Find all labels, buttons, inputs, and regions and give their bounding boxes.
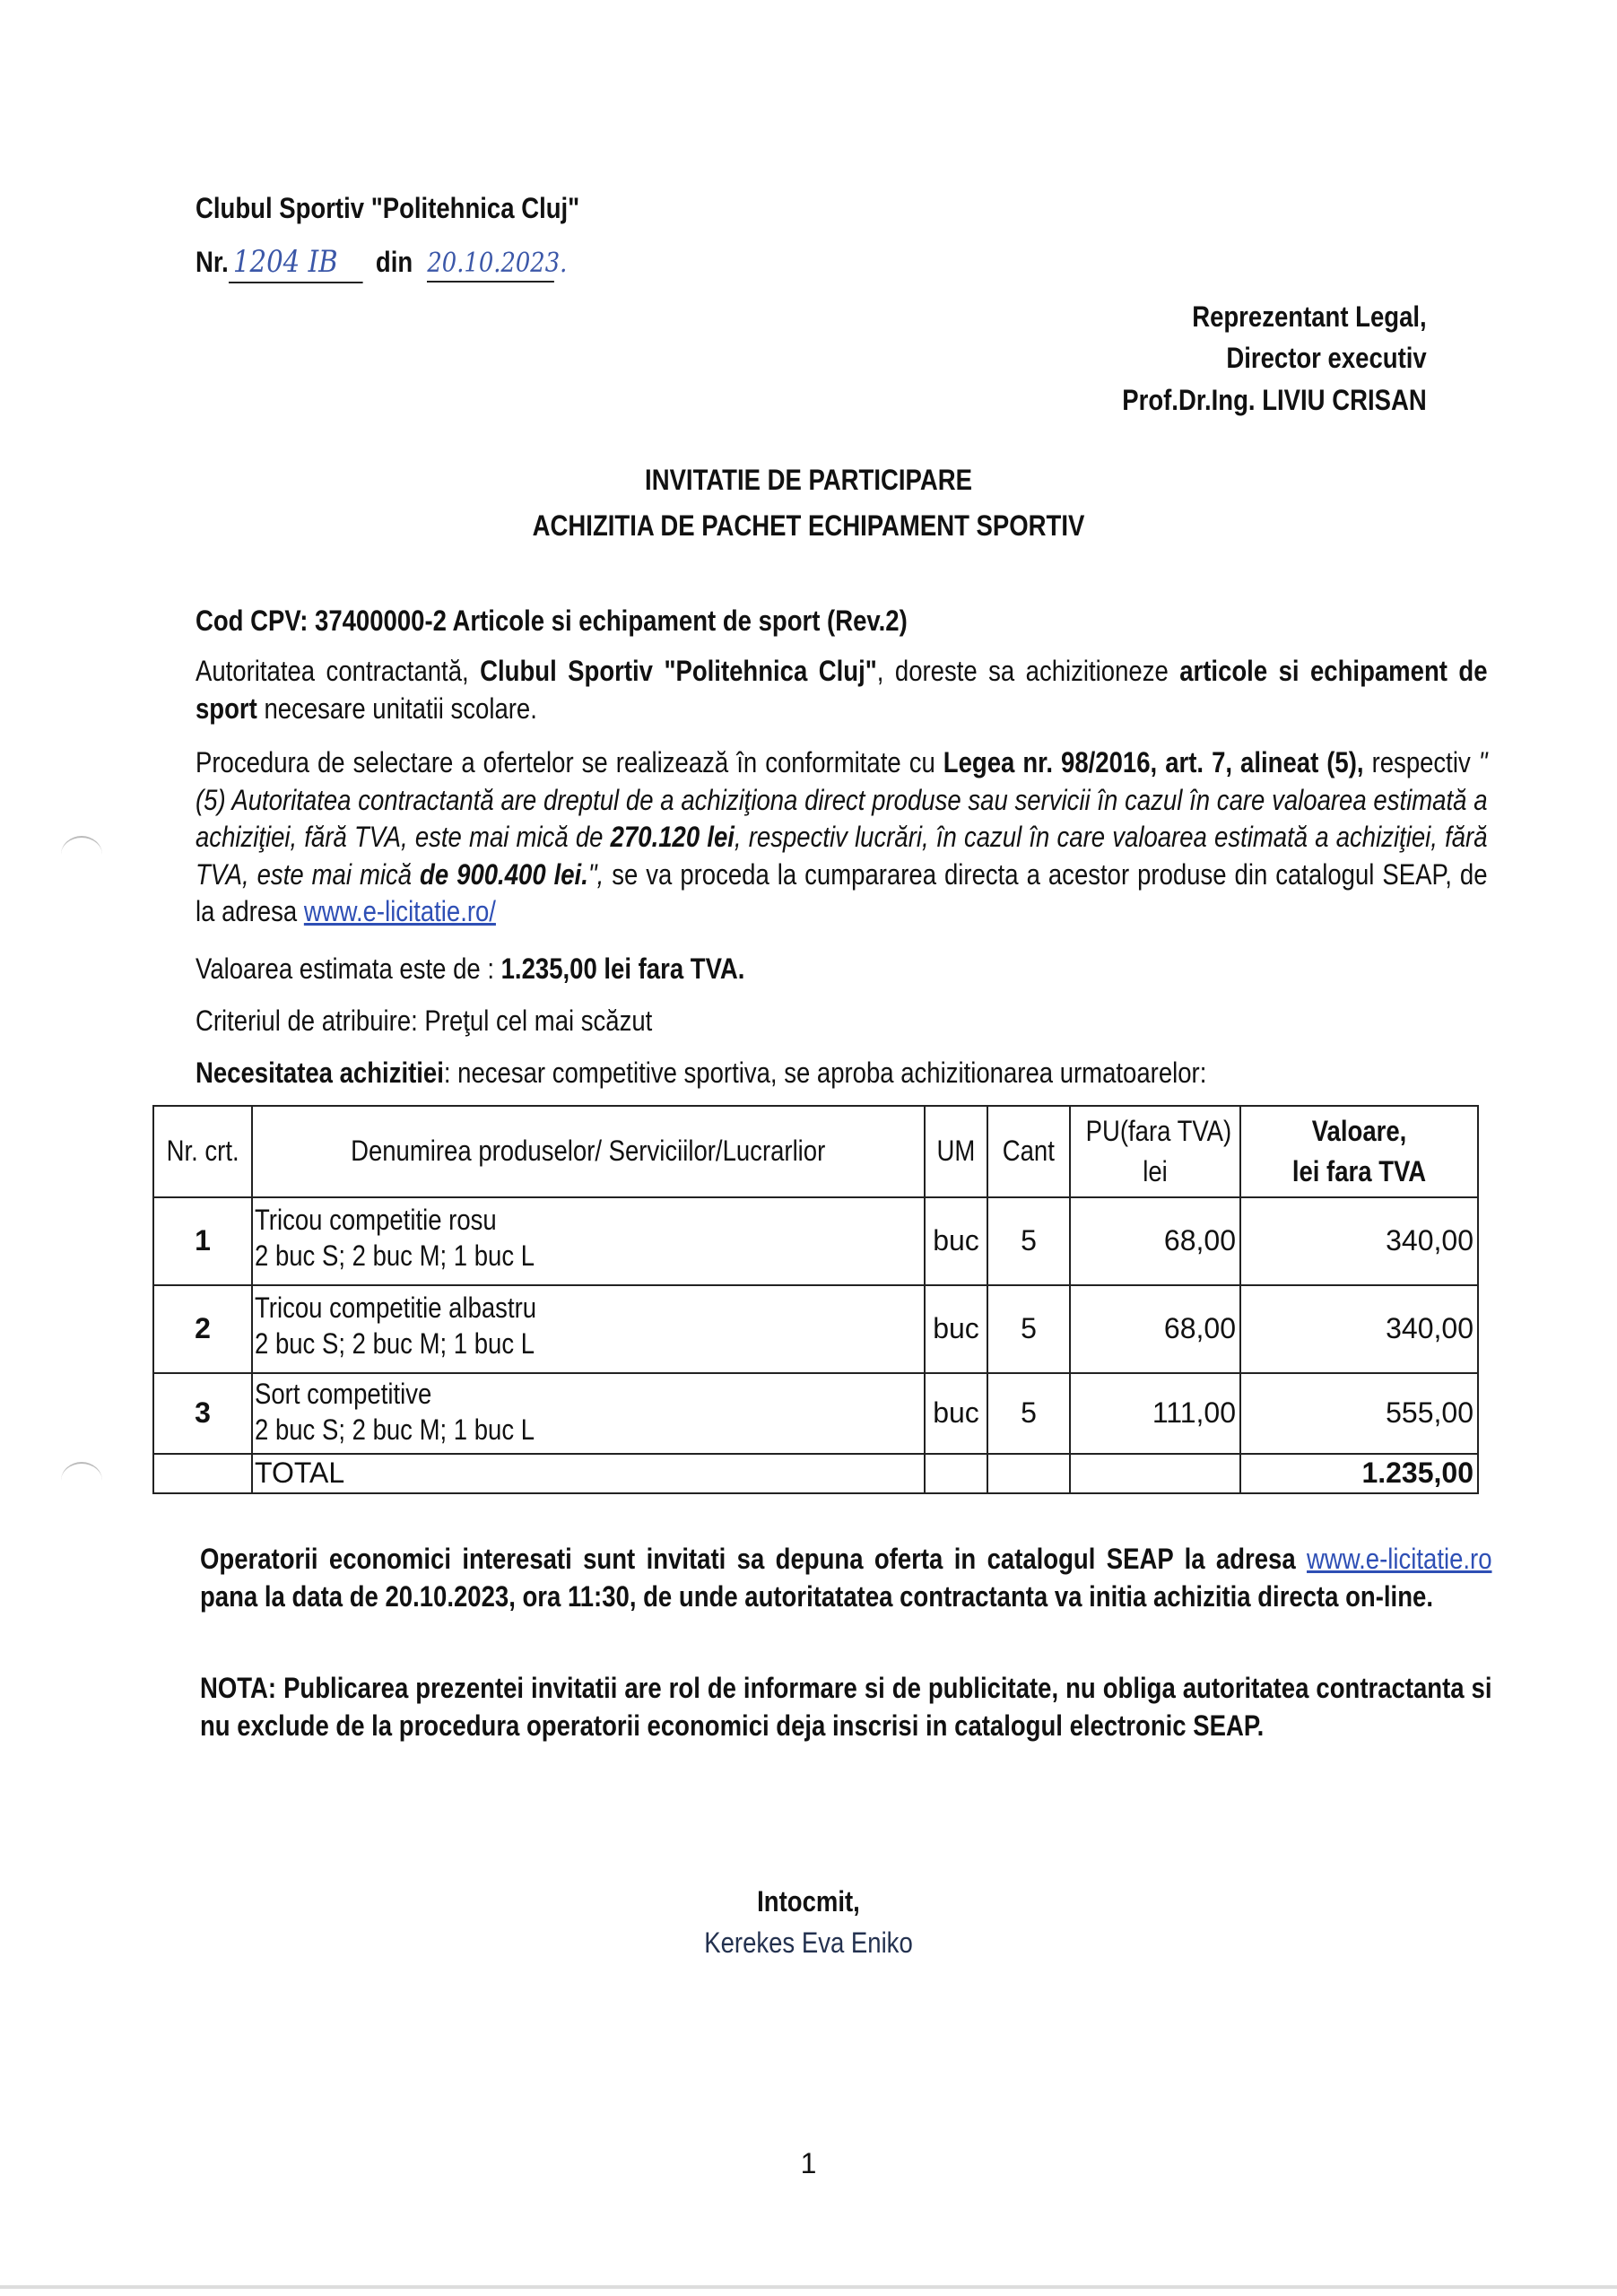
procedure-quote-end: ",	[587, 857, 604, 891]
nr-value: 1204 IB	[229, 242, 363, 283]
seap-link[interactable]: www.e-licitatie.ro/	[303, 895, 496, 928]
header-name: Denumirea produselor/ Serviciilor/Lucrarlior	[252, 1106, 925, 1197]
total-empty-cant	[987, 1454, 1070, 1493]
procedure-threshold-works: de 900.400 lei.	[420, 857, 588, 891]
total-value: 1.235,00	[1240, 1454, 1478, 1493]
row-unit-price: 68,00	[1070, 1285, 1240, 1373]
nr-label: Nr.	[196, 246, 229, 278]
total-label: TOTAL	[252, 1454, 925, 1493]
scan-edge-line	[0, 2285, 1617, 2289]
procedure-text-1: Procedura de selectare a ofertelor se realizează în conformitate cu	[196, 746, 943, 778]
organization-name: Clubul Sportiv "Politehnica Cluj"	[196, 192, 580, 224]
scan-mark	[61, 1462, 102, 1500]
estimate-line	[196, 951, 744, 988]
estimate-value: 1.235,00 lei fara TVA.	[500, 952, 745, 985]
row-um: buc	[925, 1373, 987, 1454]
header-nr: Nr. crt.	[153, 1106, 252, 1197]
intro-text-3: necesare unitatii scolare.	[256, 691, 537, 725]
row-nr: 1	[153, 1197, 252, 1285]
nota-paragraph	[200, 1670, 1492, 1744]
din-value: 20.10.2023.	[427, 246, 554, 283]
total-empty-nr	[153, 1454, 252, 1493]
table-total-row	[153, 1454, 1478, 1493]
row-product: Tricou competitie albastru 2 buc S; 2 buc M; 1 buc L	[252, 1285, 925, 1373]
row-value: 340,00	[1240, 1197, 1478, 1285]
operators-seap-link[interactable]: www.e-licitatie.ro	[1307, 1543, 1492, 1575]
prepared-label: Intocmit,	[757, 1885, 860, 1918]
row-cant: 5	[987, 1285, 1070, 1373]
signatory-name: Prof.Dr.Ing. LIVIU CRISAN	[1122, 383, 1427, 416]
row-unit-price: 68,00	[1070, 1197, 1240, 1285]
row-product: Sort competitive 2 buc S; 2 buc M; 1 buc L	[252, 1373, 925, 1454]
row-value: 340,00	[1240, 1285, 1478, 1373]
procedure-text-2: respectiv	[1363, 746, 1479, 778]
procedure-paragraph	[196, 744, 1488, 931]
cpv-code: Cod CPV: 37400000-2 Articole si echipament de sport (Rev.2)	[196, 604, 908, 637]
title-line-1: INVITATIE DE PARTICIPARE	[645, 464, 972, 496]
total-empty-pu	[1070, 1454, 1240, 1493]
intro-goods: articole si echipament de sport	[196, 655, 1488, 725]
table-row	[153, 1197, 1478, 1285]
table-row	[153, 1285, 1478, 1373]
procedure-threshold-goods: 270.120 lei	[610, 821, 735, 854]
intro-org: Clubul Sportiv "Politehnica Cluj"	[480, 655, 877, 687]
intro-text-1: Autoritatea contractantă,	[196, 655, 481, 687]
row-cant: 5	[987, 1197, 1070, 1285]
procedure-quote-1: "(5) Autoritatea contractantă are dreptul de a achiziţiona direct produse sau servicii în cazul în care valoarea estimată a achiziţiei, fără TVA, este mai mică de	[196, 746, 1488, 854]
items-table	[152, 1105, 1479, 1494]
row-um: buc	[925, 1285, 987, 1373]
procedure-law: Legea nr. 98/2016, art. 7, alineat (5),	[943, 746, 1364, 778]
header-value: Valoare, lei fara TVA	[1240, 1106, 1478, 1197]
row-um: buc	[925, 1197, 987, 1285]
operators-text-2: pana la data de 20.10.2023, ora 11:30, de unde autoritatatea contractanta va initia achizitia directa on-line.	[200, 1579, 1433, 1613]
signatory-block	[1123, 296, 1427, 421]
row-nr: 3	[153, 1373, 252, 1454]
row-unit-price: 111,00	[1070, 1373, 1240, 1454]
page-number: 1	[800, 2147, 817, 2179]
total-empty-um	[925, 1454, 987, 1493]
table-header-row	[153, 1106, 1478, 1197]
signatory-role: Reprezentant Legal,	[1192, 300, 1427, 333]
award-criterion: Criteriul de atribuire: Preţul cel mai scăzut	[196, 1004, 653, 1037]
header-um: UM	[925, 1106, 987, 1197]
intro-paragraph	[196, 653, 1488, 727]
registration-line	[196, 242, 568, 283]
procedure-quote-2: , respectiv lucrări, în cazul în care valoarea estimată a achiziţiei, fără TVA, este mai mică	[196, 821, 1488, 891]
intro-text-2: , doreste sa achizitioneze	[876, 655, 1180, 687]
necessity-line	[196, 1055, 1206, 1092]
header-unit-price: PU(fara TVA) lei	[1070, 1106, 1240, 1197]
estimate-label: Valoarea estimata este de :	[196, 952, 501, 985]
scan-mark	[61, 836, 102, 874]
necessity-text: : necesar competitive sportiva, se aproba achizitionarea urmatoarelor:	[443, 1057, 1207, 1089]
row-cant: 5	[987, 1373, 1070, 1454]
prepared-name: Kerekes Eva Eniko	[704, 1926, 913, 1959]
title-line-2: ACHIZITIA DE PACHET ECHIPAMENT SPORTIV	[532, 509, 1085, 543]
nota-text: NOTA: Publicarea prezentei invitatii are rol de informare si de publicitate, nu obliga autoritatea contractanta si nu exclude de la procedura operatorii economici deja inscrisi in catalogul electronic SEAP.	[200, 1672, 1492, 1742]
table-row	[153, 1373, 1478, 1454]
operators-text-1: Operatorii economici interesati sunt invitati sa depuna oferta in catalogul SEAP la adresa	[200, 1543, 1308, 1575]
necessity-label: Necesitatea achizitiei	[196, 1057, 444, 1089]
row-nr: 2	[153, 1285, 252, 1373]
din-label: din	[375, 246, 413, 278]
header-cant: Cant	[987, 1106, 1070, 1197]
row-value: 555,00	[1240, 1373, 1478, 1454]
document-title	[0, 457, 1617, 549]
procedure-text-3: se va proceda la cumpararea directa a acestor produse din catalogul SEAP, de la adresa	[196, 857, 1488, 928]
row-product: Tricou competitie rosu 2 buc S; 2 buc M; 1 buc L	[252, 1197, 925, 1285]
operators-paragraph	[200, 1541, 1492, 1615]
signatory-title: Director executiv	[1226, 342, 1427, 375]
